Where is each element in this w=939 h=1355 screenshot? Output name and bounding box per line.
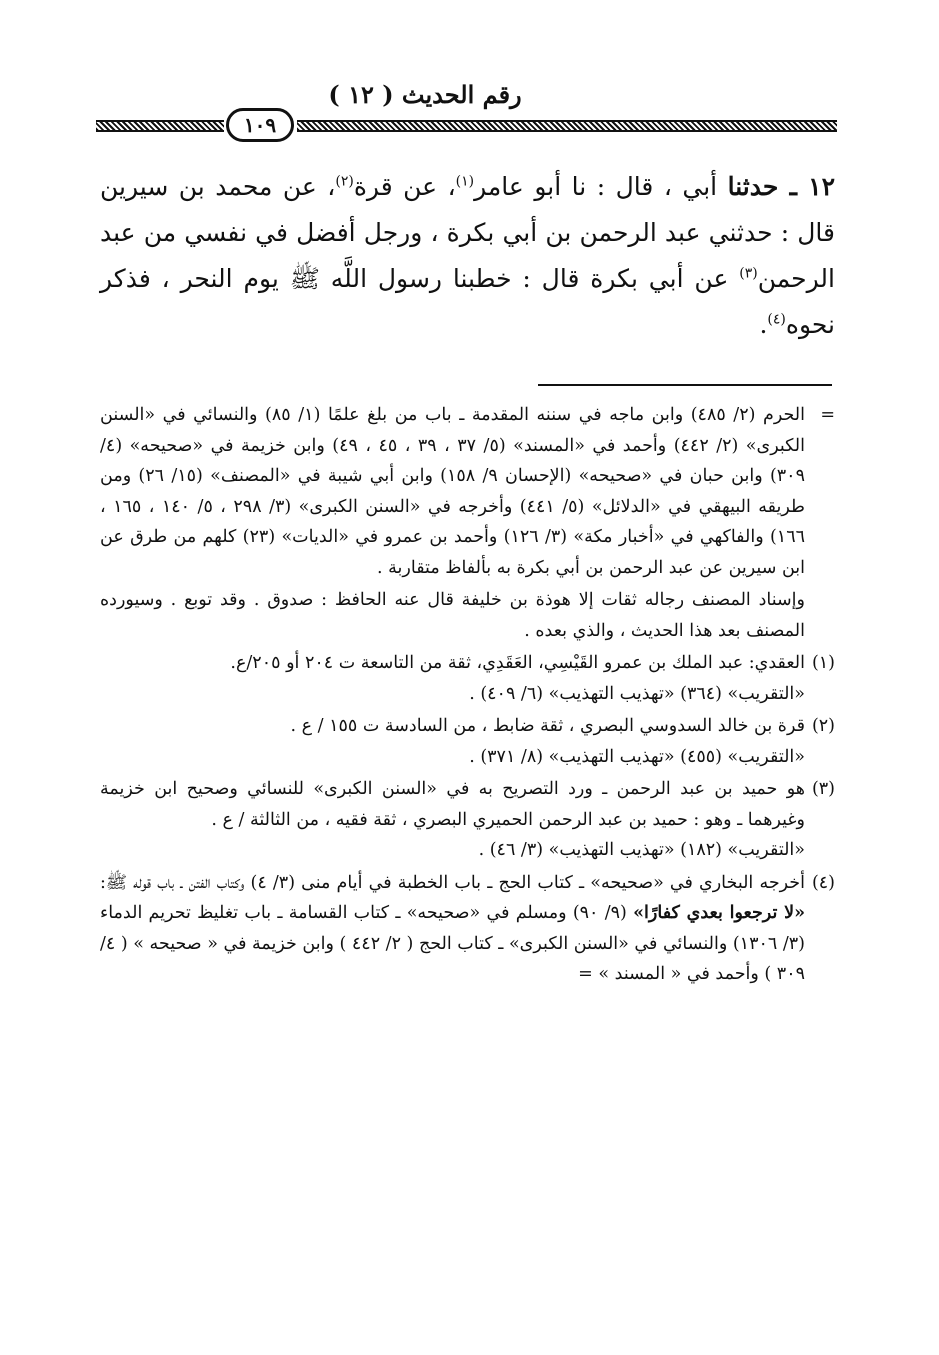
footnote-text: الحرم (٢/ ٤٨٥) وابن ماجه في سننه المقدمة ـ باب من بلغ علمًا (١/ ٨٥) والنسائي في «السنن الكبرى» (٢/ ٤٤٢) وأحمد في «المسند» (٥/ ٣٧ ، ٣٩ ، ٤٥ ، ٤٩) وابن خزيمة في «صحيحه» (٤/ ٣٠٩) وابن حبان في «صحيحه» (الإحسان ٩/ ١٥٨) وابن أبي شيبة في «المصنف» (١٥/ ٢٦) ومن طريقه البيهقي في «الدلائل» (٥/ ٤٤١) وأخرجه في «السنن الكبرى» (٣/ ٢٩٨ ، ٥/ ١٤٠ ، ١٦٥ ، ١٦٦) والفاكهي في «أخبار مكة» (٣/ ١٢٦) وأحمد بن عمرو في «الديات» (٢٣) كلهم من طرق عن ابن سيرين عن عبد الرحمن بن أبي بكرة به بألفاظ متقاربة . bbox=[100, 405, 805, 578]
footnote-text: العقدي: عبد الملك بن عمرو القَيْسِي، العَقَدِي، ثقة من التاسعة ت ٢٠٤ أو ٢٠٥/ع. bbox=[230, 653, 805, 673]
footnote-4 bbox=[100, 868, 835, 990]
footnote-marker: (٤) bbox=[811, 872, 835, 893]
hadith-segment: أبي ، قال : نا أبو عامر bbox=[474, 172, 728, 201]
footnote-ref-2: (٢) bbox=[335, 173, 354, 190]
header-ornament-bar-right bbox=[297, 120, 837, 132]
page-number: ١٠٩ bbox=[226, 108, 294, 142]
hadith-number: ١٢ ـ حدثنا bbox=[727, 172, 835, 201]
page-header-title: رقم الحديث ( ١٢ ) bbox=[328, 80, 522, 109]
hadith-segment: عن أبي بكرة قال : خطبنا رسول اللَّه ﷺ يوم النحر ، فذكر نحوه bbox=[100, 264, 835, 339]
footnote-marker: (٣) bbox=[811, 779, 835, 799]
footnote-continuation bbox=[100, 400, 835, 583]
hadith-paragraph bbox=[100, 164, 835, 348]
footnote-text: (٩/ ٩٠) ومسلم في «صحيحه» ـ كتاب القسامة ـ باب تغليظ تحريم الدماء (٣/ ١٣٠٦) والنسائي في «السنن الكبرى» ـ كتاب الحج ( ٢/ ٤٤٢ ) وابن خزيمة في « صحيحه » ( ٤/ ٣٠٩ ) وأحمد في « المسند » = bbox=[100, 903, 805, 984]
hadith-quote: «لا ترجعوا بعدي كفارًا» bbox=[633, 903, 806, 923]
footnote-3 bbox=[100, 774, 835, 866]
footnote-source: «التقريب» (٣٦٤) «تهذيب التهذيب» (٦/ ٤٠٩) . bbox=[469, 683, 805, 704]
footnote-text: قرة بن خالد السدوسي البصري ، ثقة ضابط ، من السادسة ت ١٥٥ / ع . bbox=[290, 716, 805, 736]
footnote-marker: (١) bbox=[811, 653, 835, 673]
header-ornament-bar-left bbox=[96, 120, 224, 132]
footnote-text: أخرجه البخاري في «صحيحه» ـ كتاب الحج ـ باب الخطبة في أيام منى (٣/ ٤) وكتاب الفتن ـ باب قوله ﷺ: bbox=[100, 872, 805, 893]
footnote-source: «التقريب» (٤٥٥) «تهذيب التهذيب» (٨/ ٣٧١) . bbox=[469, 746, 805, 767]
footnote-text: وإسناد المصنف رجاله ثقات إلا هوذة بن خليفة قال عنه الحافظ : صدوق . وقد توبع . وسيورده المصنف بعد هذا الحديث ، والذي بعده . bbox=[100, 590, 805, 641]
hadith-segment: . bbox=[759, 310, 768, 339]
footnotes bbox=[100, 400, 835, 992]
hadith-segment: ، عن محمد بن سيرين قال : حدثني عبد الرحمن بن أبي بكرة ، ورجل أفضل في نفسي من عبد الرحمن bbox=[100, 172, 835, 293]
footnote-text: هو حميد بن عبد الرحمن ـ ورد التصريح به في «السنن الكبرى» للنسائي وصحيح ابن خزيمة وغيرهما ـ وهو : حميد بن عبد الرحمن الحميري البصري ، ثقة فقيه ، من الثالثة / ع . bbox=[100, 779, 805, 830]
footnote-source: «التقريب» (١٨٢) «تهذيب التهذيب» (٣/ ٤٦) . bbox=[478, 840, 805, 860]
footnote-ref-4: (٤) bbox=[767, 311, 786, 328]
continuation-marker: = bbox=[820, 405, 835, 425]
footnote-separator bbox=[538, 384, 832, 386]
footnote-2 bbox=[100, 711, 835, 772]
footnote-ref-1: (١) bbox=[455, 173, 475, 190]
footnote-ref-3: (٣) bbox=[739, 265, 758, 282]
footnote-isnad bbox=[100, 585, 835, 646]
footnote-marker: (٢) bbox=[811, 716, 835, 736]
footnote-1 bbox=[100, 648, 835, 709]
hadith-segment: ، عن قرة bbox=[353, 172, 456, 201]
hadith-text bbox=[100, 164, 835, 348]
